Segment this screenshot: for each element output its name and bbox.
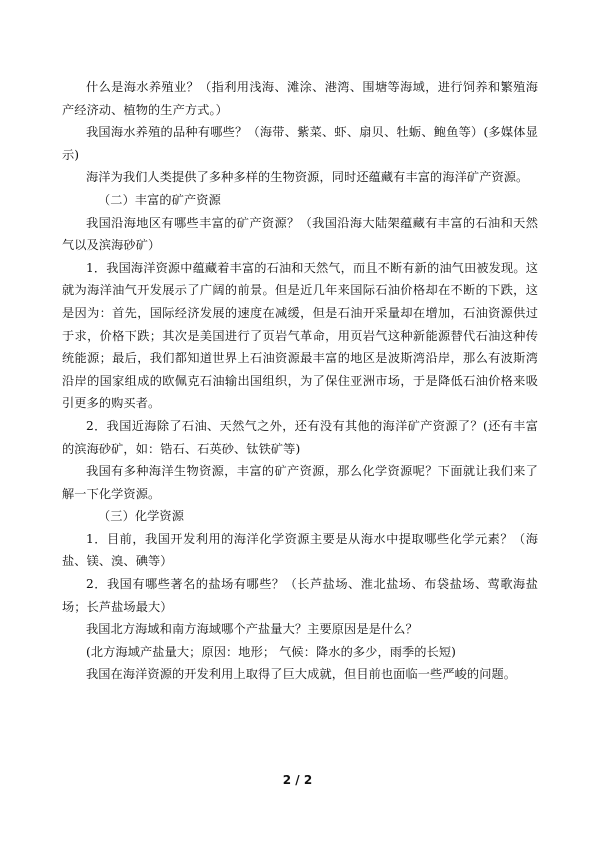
paragraph-chemical-elements: 1．目前，我国开发利用的海洋化学资源主要是从海水中提取哪些化学元素？（海盐、镁、溴、碘等） bbox=[62, 531, 538, 569]
paragraph-oil-gas: 1．我国海洋资源中蕴藏着丰富的石油和天然气，而且不断有新的油气田被发现。这就为海洋油气开发展示了广阔的前景。但是近几年来国际石油价格却在不断的下跌，这是因为：首先，国际经济发展的速度在减缓，但是石油开采量却在增加，石油资源供过于求，价格下跌；其次是美国进行了页岩气革命，用页岩气这种新能源替代石油这种传统能源；最后，我们都知道世界上石油资源最丰富的地区是波斯湾沿岸，那么有波斯湾沿岸的国家组成的欧佩克石油输出国组织，为了保住亚洲市场，于是降低石油价格来吸引更多的购买者。 bbox=[62, 260, 538, 411]
paragraph-chemical-intro: 我国有多种海洋生物资源，丰富的矿产资源，那么化学资源呢？下面就让我们来了解一下化学资源。 bbox=[62, 464, 538, 501]
paragraph-salt-question: 我国北方海域和南方海域哪个产盐量大？主要原因是是什么？ bbox=[86, 622, 418, 637]
paragraph-challenges: 我国在海洋资源的开发利用上取得了巨大成就，但目前也面临一些严峻的问题。 bbox=[86, 667, 517, 682]
paragraph-coastal-minerals: 我国沿海地区有哪些丰富的矿产资源？（我国沿海大陆架蕴藏有丰富的石油和天然气以及滨海砂矿） bbox=[62, 215, 538, 253]
paragraph-salt-answer: (北方海域产盐量大；原因：地形； 气候：降水的多少，雨季的长短) bbox=[86, 644, 457, 659]
section-heading-minerals: （二）丰富的矿产资源 bbox=[98, 192, 221, 207]
page-number: 2 / 2 bbox=[282, 773, 313, 787]
paragraph-other-minerals: 2．我国近海除了石油、天然气之外，还有没有其他的海洋矿产资源了？(还有丰富的滨海砂矿，如：锆石、石英砂、钛铁矿等) bbox=[62, 418, 538, 456]
paragraph-bio-resources: 海洋为我们人类提供了多种多样的生物资源，同时还蕴藏有丰富的海洋矿产资源。 bbox=[86, 170, 529, 185]
paragraph-aquaculture-species: 我国海水养殖的品种有哪些？（海带、紫菜、虾、扇贝、牡蛎、鲍鱼等）(多媒体显示) bbox=[62, 125, 538, 162]
paragraph-aquaculture-definition: 什么是海水养殖业？（指利用浅海、滩涂、港湾、围塘等海域，进行饲养和繁殖海产经济动、植物的生产方式。） bbox=[62, 80, 538, 117]
section-heading-chemical: （三）化学资源 bbox=[98, 509, 185, 524]
paragraph-salt-fields: 2．我国有哪些著名的盐场有哪些？（长芦盐场、淮北盐场、布袋盐场、莺歌海盐场；长芦盐场最大） bbox=[62, 577, 538, 614]
document-body bbox=[62, 76, 538, 686]
